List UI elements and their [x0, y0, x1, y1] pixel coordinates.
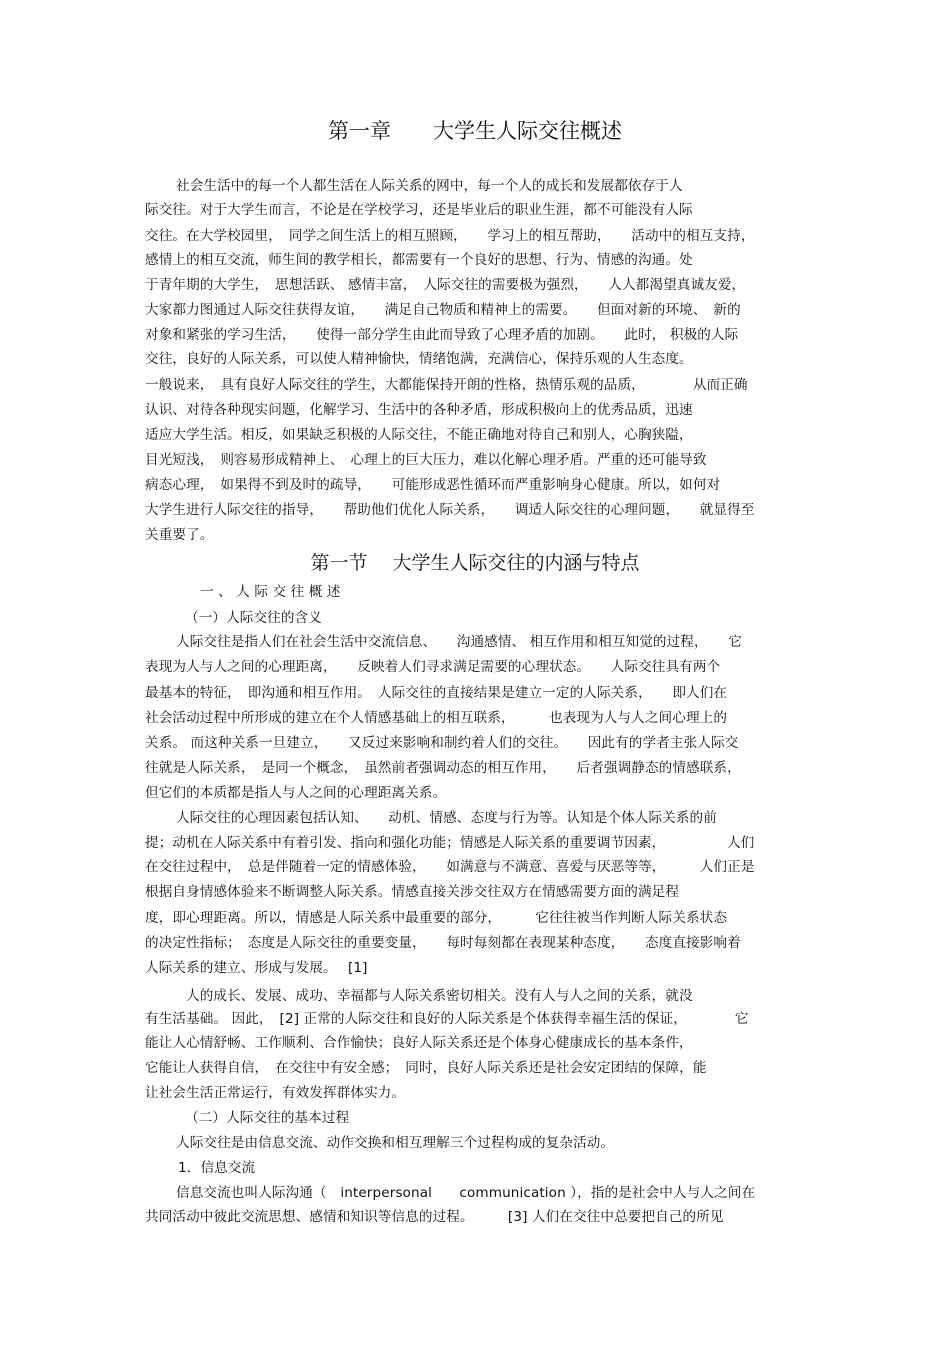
intro-line: 于青年期的大学生， 思想活跃、 感情丰富， 人际交往的需要极为强烈， 人人都渴望真诚友爱，: [145, 277, 746, 293]
intro-line: 关重要了。: [145, 527, 214, 543]
para-line: 有生活基础。 因此， [2] 正常的人际交往和良好的人际关系是个体获得幸福生活的保证， 它: [145, 1011, 749, 1027]
subheading: （一）人际交往的含义: [185, 610, 322, 626]
subheading: 1．信息交流: [178, 1160, 256, 1176]
para-line: 它能让人获得自信， 在交往中有安全感； 同时，良好人际关系还是社会安定团结的保障，能: [145, 1060, 707, 1076]
intro-line: 际交往。对于大学生而言，不论是在学校学习，还是毕业后的职业生涯，都不可能没有人际: [145, 202, 693, 218]
subheading: 一 、 人 际 交 往 概 述: [200, 584, 341, 600]
intro-line: 感情上的相互交流，师生间的教学相长，都需要有一个良好的思想、行为、情感的沟通。处: [145, 252, 693, 268]
para-line: 最基本的特征， 即沟通和相互作用。 人际交往的直接结果是建立一定的人际关系， 即人们在: [145, 685, 728, 701]
section-title: 第一节 大学生人际交往的内涵与特点: [310, 552, 640, 574]
para-line: 信息交流也叫人际沟通（ interpersonal communication ），指的是社会中人与人之间在: [176, 1185, 756, 1201]
para-line: 根据自身情感体验来不断调整人际关系。情感直接关涉交往双方在情感需要方面的满足程: [145, 884, 680, 900]
para-line: 人的成长、发展、成功、幸福都与人际关系密切相关。没有人与人之间的关系，就没: [186, 988, 693, 1004]
para-line: 的决定性指标； 态度是人际交往的重要变量， 每时每刻都在表现某种态度， 态度直接影响着: [145, 935, 741, 951]
para-line: 人际关系的建立、形成与发展。 [1]: [145, 960, 368, 976]
intro-line: 交往，良好的人际关系，可以使人精神愉快，情绪饱满，充满信心，保持乐观的人生态度。: [145, 351, 693, 367]
para-line: 关系。 而这种关系一旦建立， 又反过来影响和制约着人们的交往。 因此有的学者主张人际交: [145, 735, 739, 751]
para-line: 人际交往的心理因素包括认知、 动机、情感、态度与行为等。认知是个体人际关系的前: [176, 810, 717, 826]
subheading: （二）人际交往的基本过程: [185, 1110, 350, 1126]
para-line: 但它们的本质都是指人与人之间的心理距离关系。: [145, 785, 447, 801]
para-line: 度，即心理距离。所以，情感是人际关系中最重要的部分， 它往往被当作判断人际关系状态: [145, 910, 728, 926]
para-line: 在交往过程中， 总是伴随着一定的情感体验， 如满意与不满意、喜爱与厌恶等等， 人们正是: [145, 859, 755, 875]
para-line: 表现为人与人之间的心理距离， 反映着人们寻求满足需要的心理状态。 人际交往具有两个: [145, 659, 721, 675]
para-line: 提；动机在人际关系中有着引发、指向和强化功能；情感是人际关系的重要调节因素， 人们: [145, 835, 755, 851]
para-line: 人际交往是指人们在社会生活中交流信息、 沟通感情、 相互作用和相互知觉的过程， 它: [176, 634, 742, 650]
intro-line: 对象和紧张的学习生活， 使得一部分学生由此而导致了心理矛盾的加剧。 此时， 积极的人际: [145, 327, 739, 343]
intro-line: 大家都力图通过人际交往获得友谊， 满足自己物质和精神上的需要。 但面对新的环境、 新的: [145, 302, 741, 318]
para-line: 往就是人际关系， 是同一个概念， 虽然前者强调动态的相互作用， 后者强调静态的情感联系，: [145, 760, 741, 776]
para-line: 人际交往是由信息交流、动作交换和相互理解三个过程构成的复杂活动。: [176, 1135, 615, 1151]
chapter-title: 第一章 大学生人际交往概述: [328, 119, 622, 143]
intro-line: 社会生活中的每一个人都生活在人际关系的网中，每一个人的成长和发展都依存于人: [176, 178, 683, 194]
intro-line: 认识、对待各种现实问题，化解学习、生活中的各种矛盾，形成积极向上的优秀品质，迅速: [145, 402, 693, 418]
intro-line: 一般说来， 具有良好人际交往的学生，大都能保持开朗的性格，热情乐观的品质， 从而正确: [145, 377, 748, 393]
intro-line: 目光短浅， 则容易形成精神上、 心理上的巨大压力，难以化解心理矛盾。严重的还可能导致: [145, 452, 707, 468]
para-line: 让社会生活正常运行，有效发挥群体实力。: [145, 1085, 406, 1101]
intro-line: 交往。在大学校园里， 同学之间生活上的相互照顾， 学习上的相互帮助， 活动中的相互支持，: [145, 228, 755, 244]
para-line: 共同活动中彼此交流思想、感情和知识等信息的过程。 [3] 人们在交往中总要把自己的所见: [145, 1209, 724, 1225]
para-line: 能让人心情舒畅、工作顺利、合作愉快；良好人际关系还是个体身心健康成长的基本条件，: [145, 1035, 693, 1051]
intro-line: 病态心理， 如果得不到及时的疏导， 可能形成恶性循环而严重影响身心健康。所以，如何对: [145, 477, 721, 493]
para-line: 社会活动过程中所形成的建立在个人情感基础上的相互联系， 也表现为人与人之间心理上的: [145, 710, 728, 726]
intro-line: 适应大学生活。相反，如果缺乏积极的人际交往，不能正确地对待自己和别人，心胸狭隘，: [145, 427, 693, 443]
intro-line: 大学生进行人际交往的指导， 帮助他们优化人际关系， 调适人际交往的心理问题， 就显得至: [145, 502, 755, 518]
